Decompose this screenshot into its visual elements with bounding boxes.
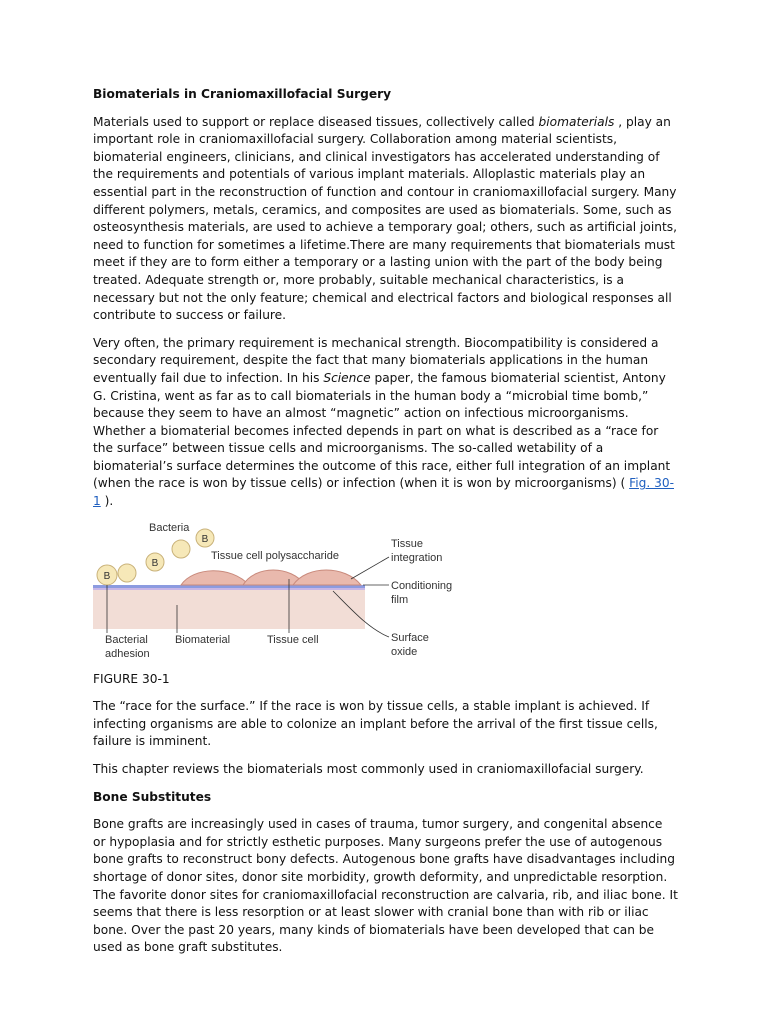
chapter-overview-paragraph: This chapter reviews the biomaterials most commonly used in craniomaxillofacial surgery.: [93, 762, 644, 777]
body-paragraph: [93, 335, 678, 511]
label-tissue-cell: Tissue cell: [267, 633, 319, 646]
figure-caption-paragraph: The “race for the surface.” If the race is won by tissue cells, a stable implant is achieved. If infecting organisms are able to colonize an implant before the arrival of the first tissue cells, failure is imminent.: [93, 699, 658, 749]
label-bacteria: Bacteria: [149, 521, 190, 534]
bacterium-label: B: [103, 570, 111, 582]
label-conditioning-film: Conditioning: [391, 579, 453, 592]
label-conditioning-film: film: [391, 593, 409, 606]
emphasis-biomaterials: biomaterials: [538, 114, 615, 129]
page-title: Biomaterials in Craniomaxillofacial Surgery: [93, 87, 392, 101]
tissue-cell-shape: [293, 570, 361, 585]
label-bacterial-adhesion: Bacterial: [105, 633, 148, 646]
bone-substitutes-paragraph: Bone grafts are increasingly used in cases of trauma, tumor surgery, and congenital absence or hypoplasia and for strictly esthetic purposes. Many surgeons prefer the use of autogenous bone grafts to reconstruct bony defects. Autogenous bone grafts have disadvantages including shortage of donor sites, donor site morbidity, growth deformity, and unpredictable resorption. The favorite donor sites for craniomaxillofacial reconstruction are calvaria, rib, and iliac bone. It seems that there is less resorption or at least slower with cranial bone than with rib or iliac bone. Over the past 20 years, many kinds of biomaterials have been developed that can be used as bone graft substitutes.: [93, 817, 678, 955]
bacterium-label: B: [201, 533, 209, 545]
label-bacterial-adhesion: adhesion: [105, 647, 150, 660]
label-surface-oxide: Surface: [391, 631, 429, 644]
bacterium-label: B: [151, 557, 159, 569]
text-run: ).: [100, 494, 114, 509]
label-polysaccharide: Tissue cell polysaccharide: [211, 549, 339, 562]
leader-line: [351, 557, 389, 579]
section-heading: Bone Substitutes: [93, 789, 212, 804]
tissue-cell-shape: [181, 570, 249, 584]
intro-paragraph: [93, 114, 678, 325]
label-biomaterial: Biomaterial: [175, 633, 231, 646]
bacterium-icon: [172, 540, 190, 558]
figure-caption-label: FIGURE 30-1: [93, 671, 170, 686]
label-tissue-integration: integration: [391, 551, 443, 564]
biomaterial-substrate: [93, 589, 365, 629]
figure-link[interactable]: Fig. 30-1: [93, 476, 674, 509]
document-page: [93, 86, 678, 967]
text-run: Very often, the primary requirement is mechanical strength. Biocompatibility is considered a secondary requirement, despite the fact that many biomaterials applications in the human eventually fail due to infection. In his: [93, 335, 659, 385]
label-tissue-integration: Tissue: [391, 537, 423, 550]
bacterium-icon: [118, 564, 136, 582]
text-run: Materials used to support or replace diseased tissues, collectively called: [93, 114, 539, 129]
figure-race-for-surface: [93, 521, 463, 663]
text-run: , play an important role in craniomaxillofacial surgery. Collaboration among material scientists, biomaterial engineers, clinicians, and clinical investigators has accelerated understanding of the requirements and potentials of various implant materials. Alloplastic materials play an essential part in the reconstruction of function and contour in craniomaxillofacial surgery. Many different polymers, metals, ceramics, and composites are used as biomaterials. Some, such as osteosynthesis materials, are used to achieve a temporary goal; others, such as artificial joints, need to function for sometimes a lifetime.There are many requirements that biomaterials must meet if they are to form either a temporary or a lasting union with the part of the body being treated. Adequate strength or, more probably, suitable mechanical characteristics, is a necessary but not the only feature; chemical and electrical factors and biological responses all contribute to success or failure.: [93, 114, 677, 323]
figure-illustration: [93, 521, 463, 663]
text-run: paper, the famous biomaterial scientist, Antony G. Cristina, went as far as to call biomaterials in the human body a “microbial time bomb,” because they seem to have an almost “magnetic” action on infectious microorganisms. Whether a biomaterial becomes infected depends in part on what is described as a “race for the surface” between tissue cells and microorganisms. The so-called wetability of a biomaterial’s surface determines the outcome of this race, either full integration of an implant (when the race is won by tissue cells) or infection (when it is won by microorganisms) (: [93, 370, 671, 491]
emphasis-science: Science: [323, 370, 371, 385]
surface-oxide-layer: [93, 588, 365, 590]
label-surface-oxide: oxide: [391, 645, 418, 658]
